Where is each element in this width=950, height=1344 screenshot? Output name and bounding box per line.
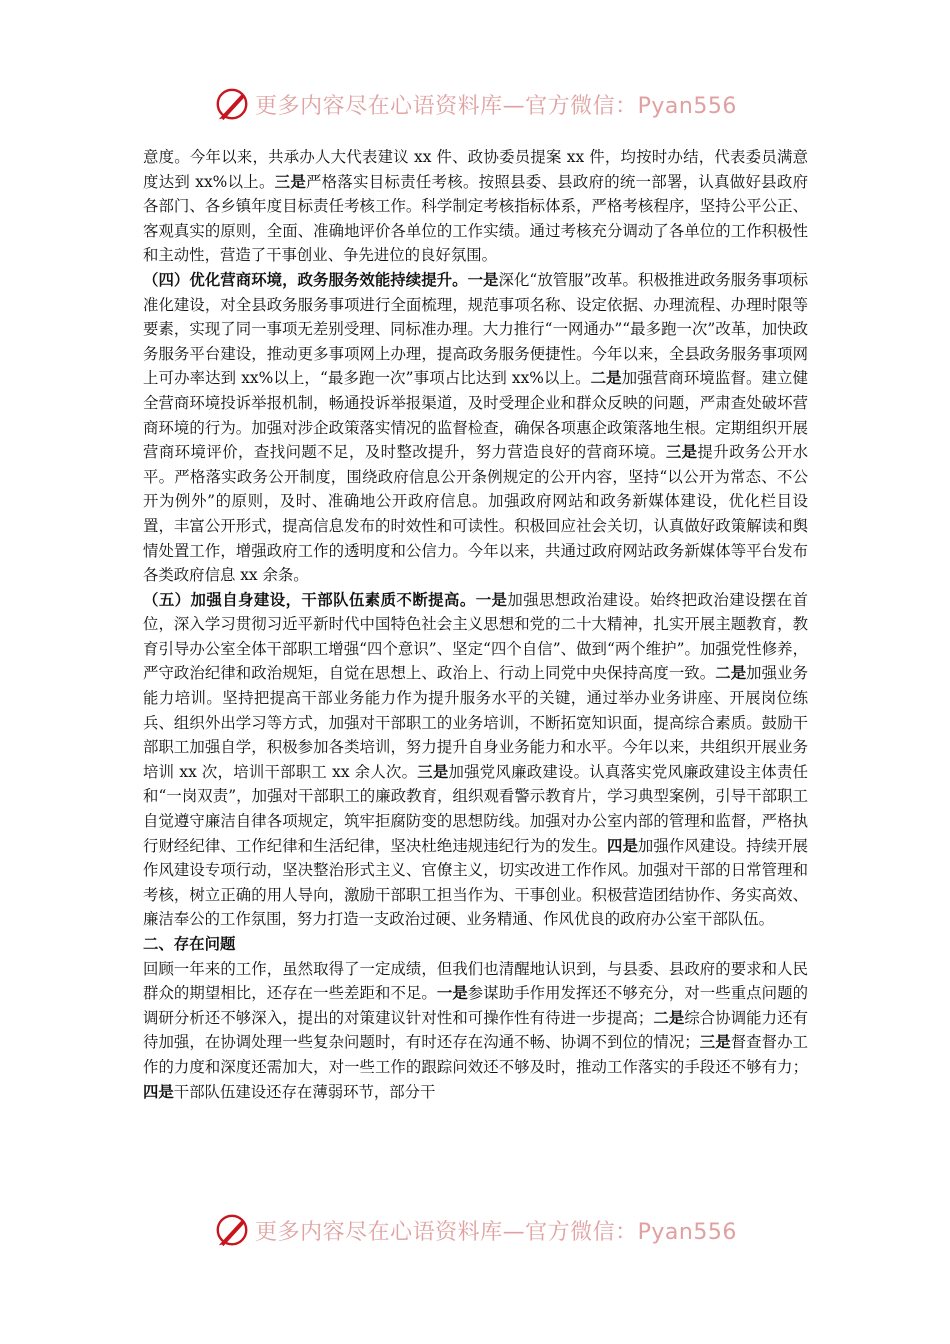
text-run: 加强党风廉政建设。认真落实党风廉政建设主体责任和“一岗双责”，加强对干部职工的廉政教育，组织观看警示教育片，学习典型案例，引导干部职工自觉遵守廉洁自律各项规定，筑牢拒腐防变的思想防线。加强对办公室内部的管理和监督，严格执行财经纪律、工作纪律和生活纪律，坚决杜绝违规违纪行为的发生。 <box>143 762 808 855</box>
watermark-footer <box>0 1208 950 1252</box>
bold-run: 二是 <box>653 1008 685 1027</box>
paragraph-assessment <box>143 145 808 268</box>
bold-run: （五）加强自身建设，干部队伍素质不断提高。 <box>143 590 476 609</box>
watermark-text: 更多内容尽在心语资料库—官方微信：Pyan556 <box>255 93 737 119</box>
bold-run: 一是 <box>436 984 468 1003</box>
text-run: 提升政务公开水平。严格落实政务公开制度，围绕政府信息公开条例规定的公开内容，坚持“以公开为常态、不公开为例外”的原则，及时、准确地公开政府信息。加强政府网站和政务新媒体建设，优化栏目设置，丰富公开形式，提高信息发布的时效性和可读性。积极回应社会关切，认真做好政策解读和舆情处置工作，增强政府工作的透明度和公信力。今年以来，共通过政府网站政务新媒体等平台发布各类政府信息 xx 余条。 <box>143 443 808 585</box>
text-run: 督查督办工作的力度和深度还需加大，对一些工作的跟踪问效还不够及时，推动工作落实的手段还不够有力； <box>143 1033 808 1076</box>
bold-run: 二是 <box>590 369 622 388</box>
pen-logo-icon <box>213 1211 251 1249</box>
bold-run: 四是 <box>606 836 638 855</box>
bold-run: （四）优化营商环境，政务服务效能持续提升。 <box>143 270 468 289</box>
bold-run: 二是 <box>715 664 747 683</box>
bold-run: 三是 <box>274 172 307 191</box>
text-run: 加强业务能力培训。坚持把提高干部业务能力作为提升服务水平的关键，通过举办业务讲座、开展岗位练兵、组织外出学习等方式，加强对干部职工的业务培训，不断拓宽知识面，提高综合素质。鼓励干部职工加强自学，积极参加各类培训，努力提升自身业务能力和水平。今年以来，共组织开展业务培训 xx 次，培训干部职工 xx 余人次。 <box>143 664 808 781</box>
bold-run: 三是 <box>699 1033 731 1052</box>
pen-logo-icon <box>213 85 251 123</box>
text-run: 加强营商环境监督。建立健全营商环境投诉举报机制，畅通投诉举报渠道，及时受理企业和群众反映的问题，严肃查处破坏营商环境的行为。加强对涉企政策落实情况的监督检查，确保各项惠企政策落地生根。定期组织开展营商环境评价，查找问题不足，及时整改提升，努力营造良好的营商环境。 <box>143 369 808 462</box>
document-body <box>143 145 808 1104</box>
text-run: 加强思想政治建设。始终把政治建设摆在首位，深入学习贯彻习近平新时代中国特色社会主义思想和党的二十大精神，扎实开展主题教育，教育引导办公室全体干部职工增强“四个意识”、坚定“四个自信”、做到“两个维护”。加强党性修养，严守政治纪律和政治规矩，自觉在思想上、政治上、行动上同党中央保持高度一致。 <box>143 590 808 683</box>
section-heading-problems: 二、存在问题 <box>143 935 236 953</box>
text-run: 参谋助手作用发挥还不够充分，对一些重点问题的调研分析还不够深入，提出的对策建议针对性和可操作性有待进一步提高； <box>143 984 808 1027</box>
text-run: 干部队伍建设还存在薄弱环节，部分干 <box>173 1082 436 1101</box>
paragraph-problems <box>143 957 808 1105</box>
bold-run: 一是 <box>475 590 508 609</box>
text-run: 回顾一年来的工作，虽然取得了一定成绩，但我们也清醒地认识到，与县委、县政府的要求和人民群众的期望相比，还存在一些差距和不足。 <box>143 959 808 1003</box>
text-run: 严格落实目标责任考核。按照县委、县政府的统一部署，认真做好县政府各部门、各乡镇年度目标责任考核工作。科学制定考核指标体系，严格考核程序，坚持公平公正、客观真实的原则，全面、准确地评价各单位的工作实绩。通过考核充分调动了各单位的工作积极性和主动性，营造了干事创业、争先进位的良好氛围。 <box>143 172 808 265</box>
bold-run: 一是 <box>467 270 499 289</box>
bold-run: 三是 <box>665 443 698 462</box>
text-run: 意度。今年以来，共承办人大代表建议 xx 件、政协委员提案 xx 件，均按时办结，代表委员满意度达到 xx%以上。 <box>143 148 808 191</box>
watermark-header <box>0 82 950 126</box>
bold-run: 四是 <box>143 1082 174 1101</box>
bold-run: 三是 <box>417 762 449 781</box>
paragraph-self-construction <box>143 588 808 932</box>
watermark-text: 更多内容尽在心语资料库—官方微信：Pyan556 <box>255 1219 737 1245</box>
text-run: 综合协调能力还有待加强，在协调处理一些复杂问题时，有时还存在沟通不畅、协调不到位的情况； <box>143 1008 808 1052</box>
text-run: 加强作风建设。持续开展作风建设专项行动，坚决整治形式主义、官僚主义，切实改进工作作风。加强对干部的日常管理和考核，树立正确的用人导向，激励干部职工担当作为、干事创业。积极营造团结协作、务实高效、廉洁奉公的工作氛围，努力打造一支政治过硬、业务精通、作风优良的政府办公室干部队伍。 <box>143 836 808 929</box>
text-run: 深化“放管服”改革。积极推进政务服务事项标准化建设，对全县政务服务事项进行全面梳理，规范事项名称、设定依据、办理流程、办理时限等要素，实现了同一事项无差别受理、同标准办理。大力推行“一网通办”“最多跑一次”改革，加快政务服务平台建设，推动更多事项网上办理，提高政务服务便捷性。今年以来，全县政务服务事项网上可办率达到 xx%以上，“最多跑一次”事项占比达到 xx%以上。 <box>143 270 808 388</box>
paragraph-business-environment <box>143 268 808 588</box>
